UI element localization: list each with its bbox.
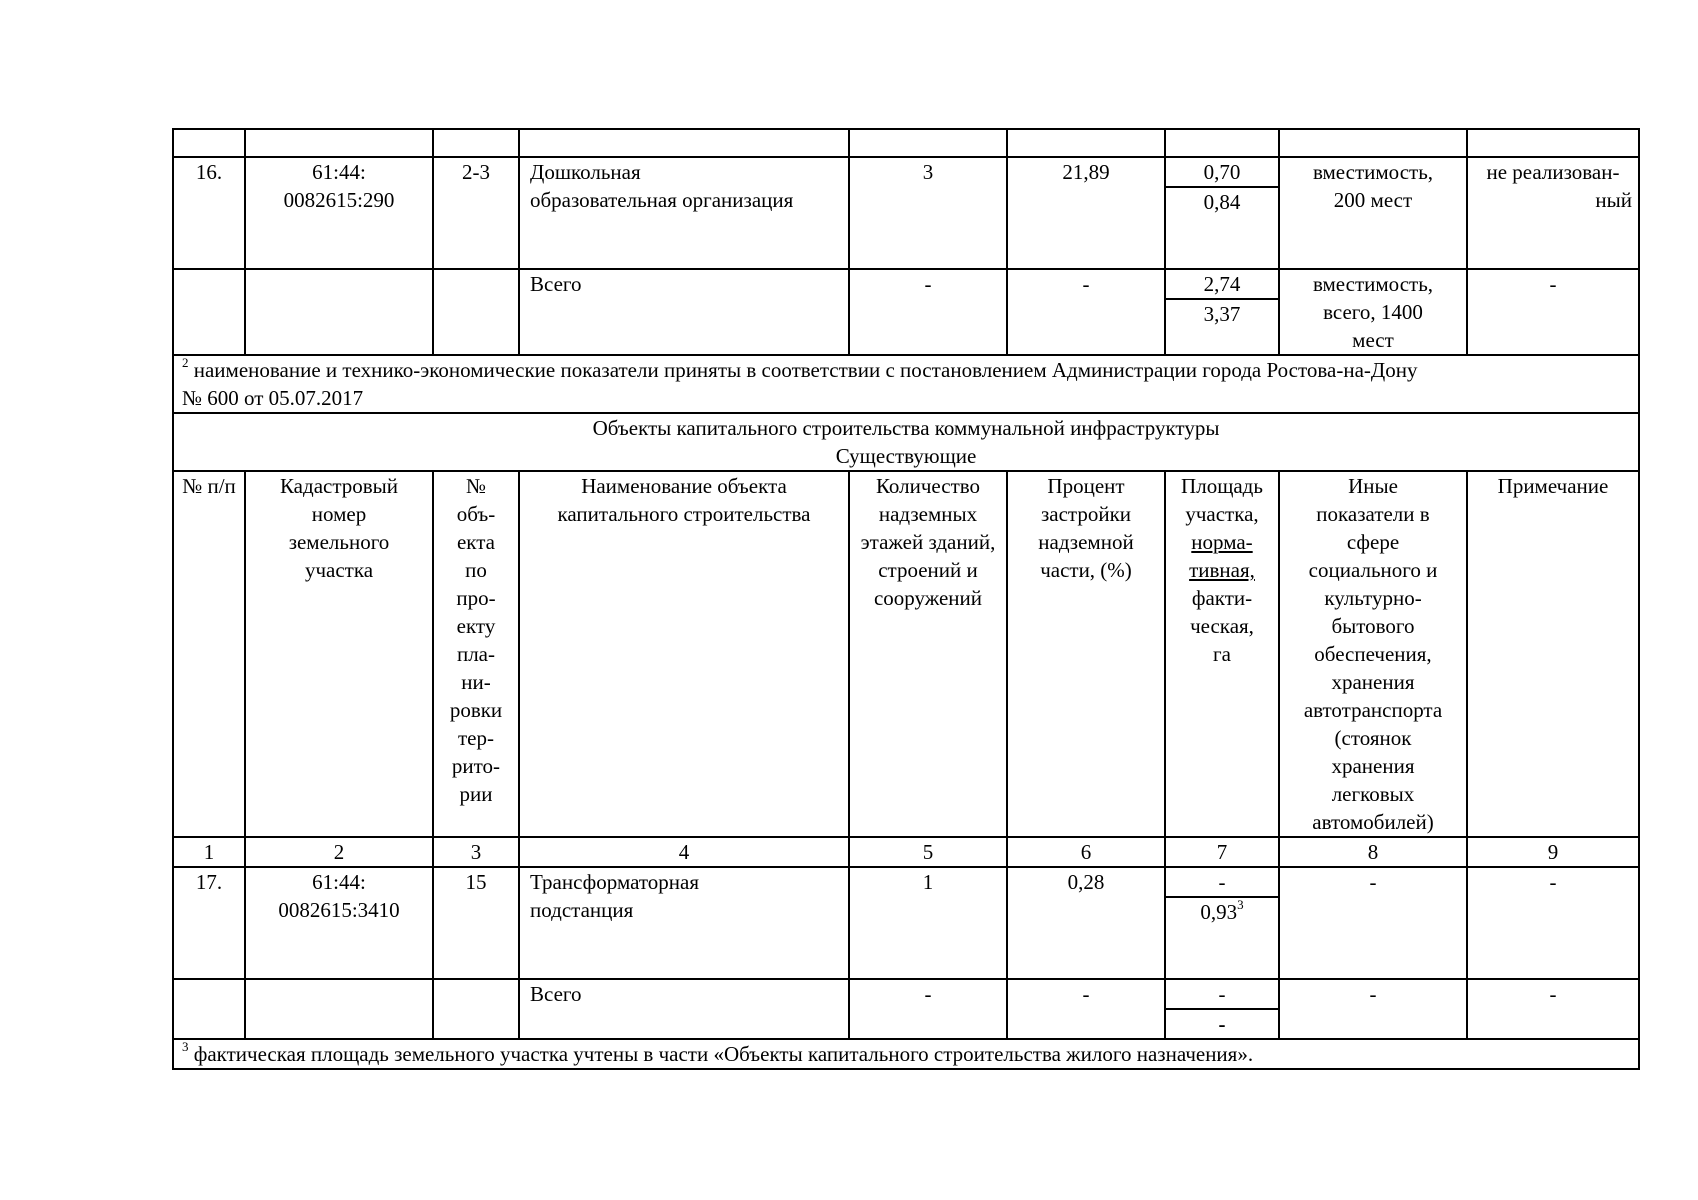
area-cell — [1165, 867, 1279, 979]
infrastructure-table — [172, 128, 1640, 1070]
column-number: 6 — [1007, 837, 1165, 867]
build-percent: - — [1007, 269, 1165, 355]
column-number: 1 — [173, 837, 245, 867]
note: - — [1467, 979, 1639, 1039]
column-number: 3 — [433, 837, 519, 867]
area-cell — [1165, 269, 1279, 355]
area-actual: 0,84 — [1203, 190, 1241, 214]
column-number: 4 — [519, 837, 849, 867]
section-title: Объекты капитального строительства коммунальной инфраструктуры Существующие — [173, 413, 1639, 471]
table-row — [173, 867, 1639, 979]
column-numbers-row — [173, 837, 1639, 867]
area-cell — [1165, 157, 1279, 269]
build-percent: - — [1007, 979, 1165, 1039]
floors-count: 1 — [849, 867, 1007, 979]
other-indicators: вместимость, 200 мест — [1279, 157, 1467, 269]
object-number: 15 — [433, 867, 519, 979]
section-title-row — [173, 413, 1639, 471]
floors-count: - — [849, 269, 1007, 355]
column-number: 5 — [849, 837, 1007, 867]
cadastral-number: 61:44: 0082615:290 — [245, 157, 433, 269]
build-percent: 21,89 — [1007, 157, 1165, 269]
area-actual: - — [1218, 1012, 1226, 1036]
header-object-name: Наименование объекта капитального строительства — [519, 471, 849, 837]
area-normative: - — [1166, 980, 1278, 1010]
area-actual: 3,37 — [1203, 302, 1241, 326]
column-number: 9 — [1467, 837, 1639, 867]
area-normative: 0,70 — [1166, 158, 1278, 188]
row-number: 16. — [173, 157, 245, 269]
other-indicators: - — [1279, 979, 1467, 1039]
total-label: Всего — [519, 269, 849, 355]
table-row — [173, 157, 1639, 269]
header-cadastral: Кадастровый номер земельного участка — [245, 471, 433, 837]
total-row — [173, 269, 1639, 355]
table-header — [173, 471, 1639, 837]
header-area: Площадь участка, норма- тивная, факти- ческая, га — [1165, 471, 1279, 837]
footnote-2: $^2$ наименование и технико-экономические показатели приняты в соответствии с постановлением Администрации города Ростова-на-Дону № 600 от 05.07.2017 — [173, 355, 1639, 413]
other-indicators: - — [1279, 867, 1467, 979]
floors-count: - — [849, 979, 1007, 1039]
footnote-row — [173, 1039, 1639, 1069]
object-name: Дошкольная образовательная организация — [519, 157, 849, 269]
object-number: 2-3 — [433, 157, 519, 269]
footnote-3: $^3$ фактическая площадь земельного участка учтены в части «Объекты капитального строительства жилого назначения». — [173, 1039, 1639, 1069]
footnote-row — [173, 355, 1639, 413]
cadastral-number: 61:44: 0082615:3410 — [245, 867, 433, 979]
total-row — [173, 979, 1639, 1039]
other-indicators: вместимость, всего, 1400 мест — [1279, 269, 1467, 355]
area-actual: 0,93$^3$ — [1200, 897, 1244, 924]
floors-count: 3 — [849, 157, 1007, 269]
note: - — [1467, 269, 1639, 355]
column-number: 8 — [1279, 837, 1467, 867]
row-number: 17. — [173, 867, 245, 979]
object-name: Трансформаторная подстанция — [519, 867, 849, 979]
empty-top-row — [173, 129, 1639, 157]
header-other: Иные показатели в сфере социального и культурно- бытового обеспечения, хранения автотранспорта (стоянок хранения легковых автомобилей) — [1279, 471, 1467, 837]
note: - — [1467, 867, 1639, 979]
build-percent: 0,28 — [1007, 867, 1165, 979]
header-floors: Количество надземных этажей зданий, строений и сооружений — [849, 471, 1007, 837]
area-cell — [1165, 979, 1279, 1039]
header-number: № п/п — [173, 471, 245, 837]
total-label: Всего — [519, 979, 849, 1039]
header-percent: Процент застройки надземной части, (%) — [1007, 471, 1165, 837]
note: не реализован- ный — [1467, 157, 1639, 269]
header-object-number: № объ- екта по про- екту пла- ни- ровки тер- рито- рии — [433, 471, 519, 837]
header-note: Примечание — [1467, 471, 1639, 837]
column-number: 2 — [245, 837, 433, 867]
column-number: 7 — [1165, 837, 1279, 867]
area-normative: 2,74 — [1166, 270, 1278, 300]
area-normative: - — [1166, 868, 1278, 898]
